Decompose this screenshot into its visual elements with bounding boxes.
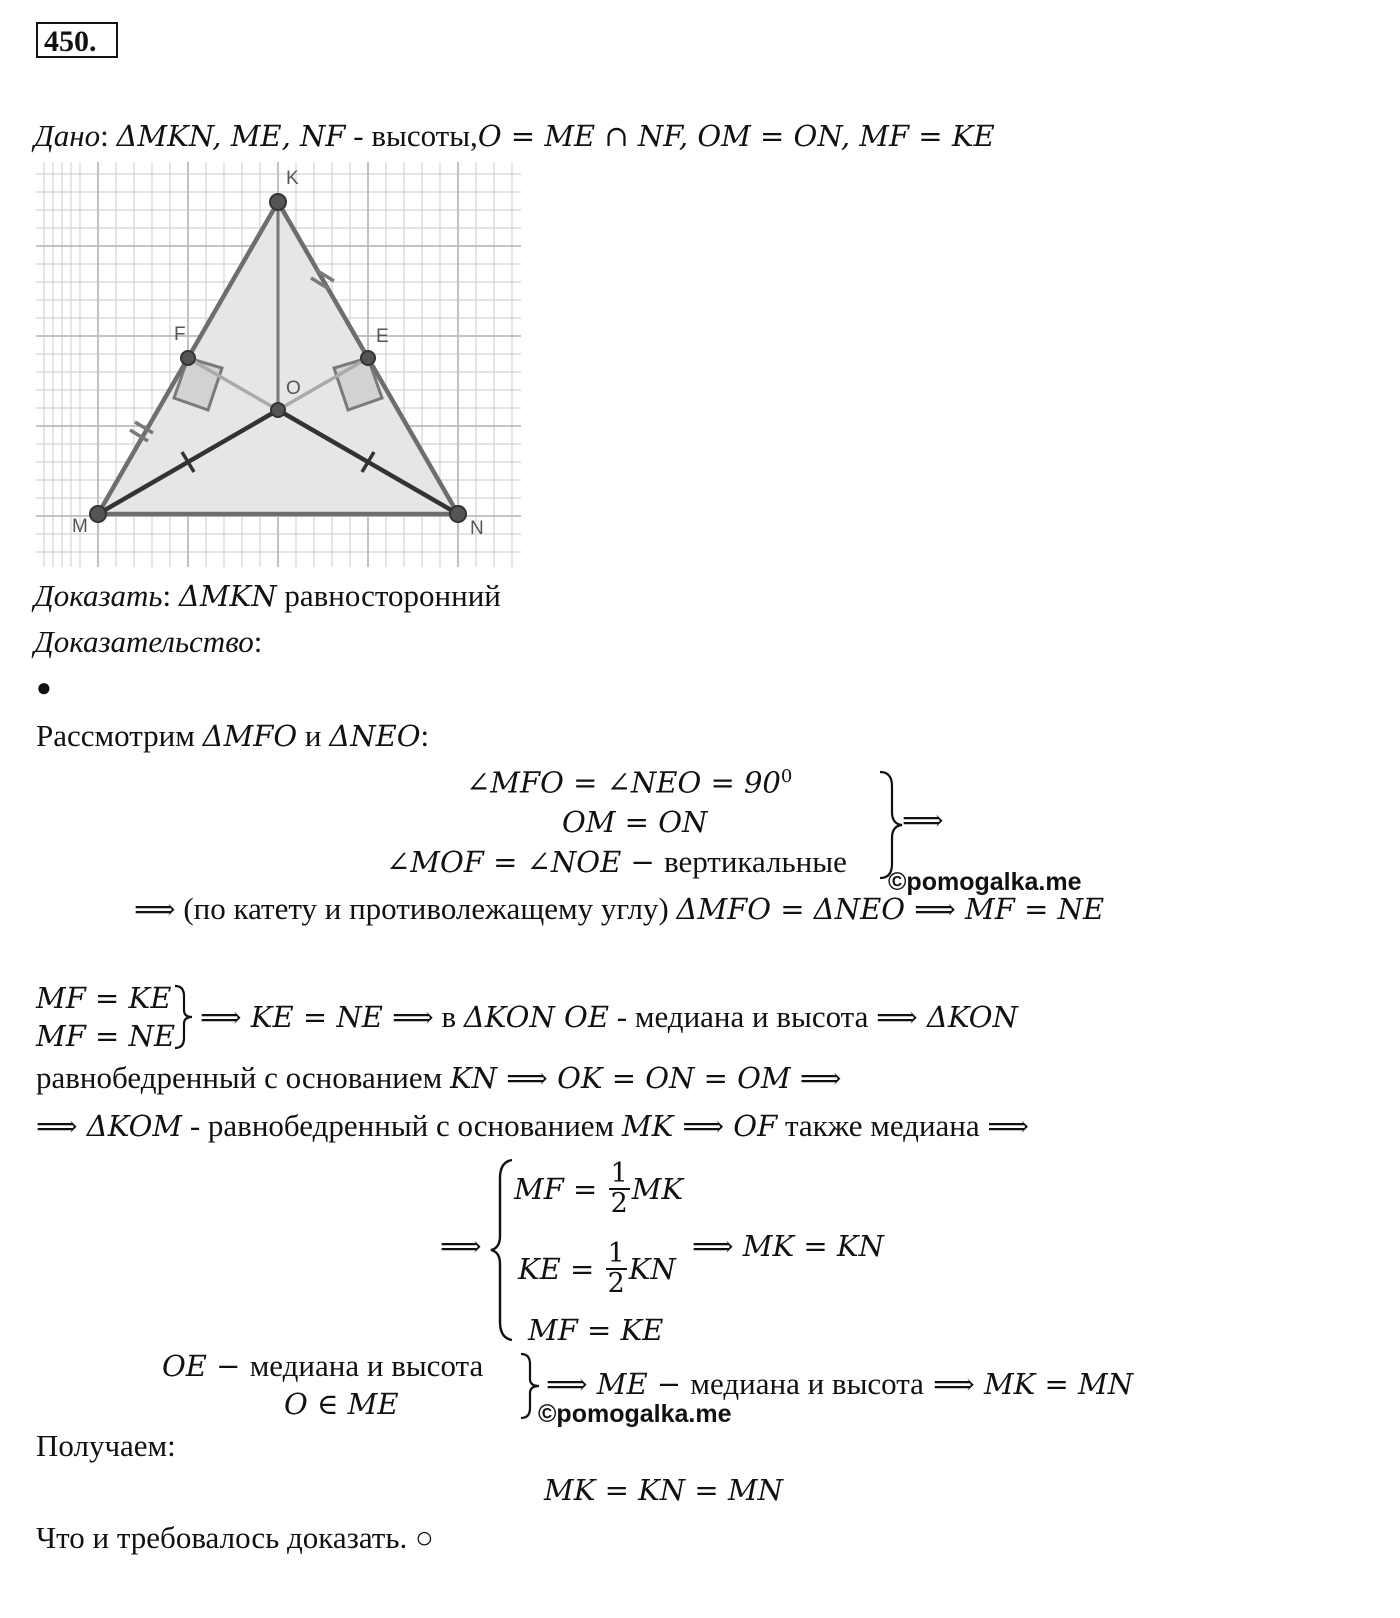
sys3-line1-left: MF = bbox=[514, 1171, 607, 1206]
line-iso2-text2: также медиана bbox=[777, 1108, 988, 1143]
sys1-line3-math: ∠MOF = ∠NOE − bbox=[386, 845, 664, 879]
sys1-arrow: ⟹ bbox=[902, 803, 944, 837]
prove-text: равносторонний bbox=[284, 578, 501, 613]
line-ke-text2: - медиана и высота bbox=[609, 999, 877, 1034]
qed-text: Что и требовалось доказать. ○ bbox=[36, 1520, 434, 1555]
sys2-line1: MF = KE bbox=[36, 981, 172, 1015]
sys4-line1 bbox=[162, 1350, 483, 1381]
given-label: Дано bbox=[34, 118, 101, 153]
sys4-result-math1: ⟹ ME − bbox=[546, 1367, 691, 1401]
given-heights-text: - высоты, bbox=[353, 118, 478, 153]
frac1-num: 1 bbox=[610, 1158, 628, 1189]
bullet: ● bbox=[36, 673, 52, 702]
point-o bbox=[271, 403, 285, 417]
sys1-line3-text: вертикальные bbox=[663, 844, 847, 879]
sys3-line2 bbox=[518, 1240, 676, 1299]
line-iso2-text1: - равнобедренный с основанием bbox=[182, 1108, 622, 1143]
line-iso1 bbox=[36, 1062, 841, 1093]
line-ke bbox=[200, 1001, 1018, 1032]
sys3-arrow-left: ⟹ bbox=[440, 1229, 482, 1263]
conclusion1 bbox=[134, 893, 1104, 924]
get-text: Получаем: bbox=[36, 1428, 176, 1463]
proof-heading: Доказательство: bbox=[34, 624, 263, 659]
point-e bbox=[361, 351, 375, 365]
sys1-line1-text: ∠MFO = ∠NEO = 90 bbox=[466, 765, 781, 800]
brace-right-2 bbox=[172, 984, 196, 1050]
fraction-half-2 bbox=[606, 1240, 627, 1299]
sys4-result-text: медиана и высота bbox=[690, 1366, 924, 1401]
sys4-line1-text: медиана и высота bbox=[249, 1348, 484, 1383]
problem-number: 450. bbox=[36, 22, 118, 58]
line-iso1-text: равнобедренный с основанием bbox=[36, 1060, 451, 1095]
conclusion1-text: (по катету и противолежащему углу) bbox=[175, 891, 677, 926]
line-iso2-math3: ⟹ bbox=[987, 1109, 1029, 1143]
sys1-line3 bbox=[386, 846, 847, 877]
line-ke-math2: ΔKON OE bbox=[463, 1000, 609, 1034]
sys3-line2-right: KN bbox=[628, 1251, 676, 1286]
triangle-figure bbox=[36, 162, 526, 580]
label-f: F bbox=[174, 324, 186, 345]
colon: : bbox=[420, 718, 430, 753]
sys1-line2: OM = ON bbox=[562, 805, 708, 839]
label-e: E bbox=[376, 326, 389, 347]
sys4-line2: O ∈ ME bbox=[284, 1387, 399, 1421]
conclusion1-math: ΔMFO = ΔNEO ⟹ MF = NE bbox=[676, 892, 1105, 926]
frac1-den: 2 bbox=[610, 1188, 628, 1220]
sys3-result: ⟹ MK = KN bbox=[692, 1229, 884, 1263]
consider-line bbox=[36, 720, 429, 751]
proof-label: Доказательство bbox=[34, 624, 254, 659]
point-k bbox=[270, 194, 286, 210]
prove-statement: ΔMKN bbox=[178, 579, 277, 613]
sys3-line3: MF = KE bbox=[528, 1313, 664, 1347]
given-line: Дано: ΔMKN, ME, NF - высоты,O = ME ∩ NF, OM = ON, MF = KE bbox=[34, 118, 995, 153]
line-iso2-math1: ⟹ ΔKOM bbox=[36, 1109, 183, 1143]
line-iso2 bbox=[36, 1110, 1029, 1141]
prove-line: Доказать: ΔMKN равносторонний bbox=[34, 578, 501, 613]
line-iso2-math2: MK ⟹ OF bbox=[621, 1109, 778, 1143]
sys4-result-math2: ⟹ MK = MN bbox=[923, 1367, 1134, 1401]
consider-text: Рассмотрим bbox=[36, 718, 203, 753]
sys3-line1-right: MK bbox=[631, 1171, 684, 1206]
frac2-num: 1 bbox=[607, 1238, 625, 1269]
and-text: и bbox=[297, 718, 330, 753]
sys3-line1 bbox=[514, 1160, 683, 1219]
label-k: K bbox=[286, 168, 299, 189]
label-n: N bbox=[470, 518, 484, 539]
triangle-neo: ΔNEO bbox=[329, 719, 421, 753]
sys4-result bbox=[546, 1368, 1133, 1399]
point-f bbox=[181, 351, 195, 365]
sys3-line2-left: KE = bbox=[518, 1251, 604, 1286]
given-statement: ΔMKN, ME, NF bbox=[116, 119, 346, 153]
sys2-line2: MF = NE bbox=[36, 1019, 176, 1053]
conclusion1-arrow: ⟹ bbox=[134, 892, 176, 926]
frac2-den: 2 bbox=[607, 1268, 625, 1300]
prove-label: Доказать bbox=[34, 578, 163, 613]
sys1-line1 bbox=[466, 765, 793, 800]
fraction-half-1 bbox=[609, 1160, 630, 1219]
watermark-2: ©pomogalka.me bbox=[538, 1400, 732, 1428]
given-conditions: O = ME ∩ NF, OM = ON, MF = KE bbox=[477, 119, 995, 153]
watermark-1: ©pomogalka.me bbox=[888, 868, 1082, 896]
line-ke-math3: ⟹ ΔKON bbox=[876, 1000, 1018, 1034]
final-equality: MK = KN = MN bbox=[544, 1473, 783, 1507]
label-m: M bbox=[72, 516, 88, 537]
line-ke-math1: ⟹ KE = NE ⟹ bbox=[200, 1000, 434, 1034]
label-o: O bbox=[286, 378, 301, 399]
line-iso1-math: KN ⟹ OK = ON = OM ⟹ bbox=[450, 1061, 842, 1095]
sys4-line1-math: OE − bbox=[162, 1349, 250, 1383]
point-n bbox=[450, 506, 466, 522]
line-ke-text1: в bbox=[433, 999, 464, 1034]
triangle-mfo: ΔMFO bbox=[202, 719, 298, 753]
point-m bbox=[90, 506, 106, 522]
brace-left-3 bbox=[488, 1158, 516, 1342]
degree-sup: 0 bbox=[780, 766, 793, 787]
